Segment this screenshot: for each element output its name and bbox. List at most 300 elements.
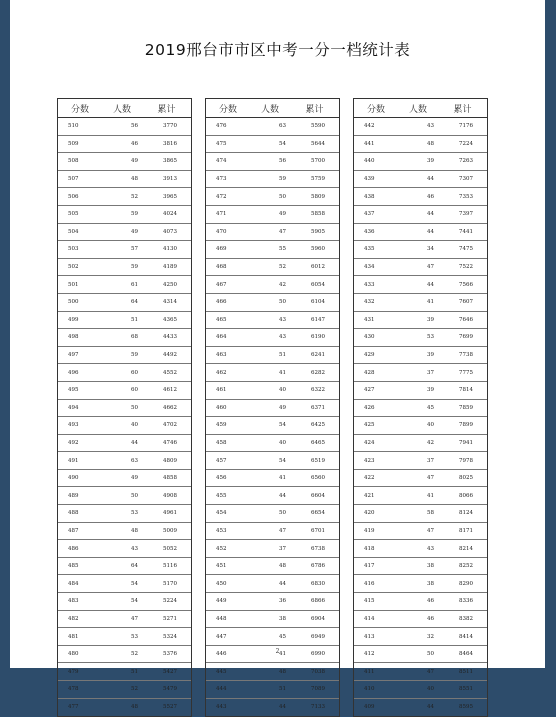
table-row: [58, 153, 191, 171]
score-cell: 483: [68, 598, 79, 605]
table-row: [354, 171, 487, 189]
table-row: [354, 558, 487, 576]
cumulative-cell: 6830: [311, 580, 325, 587]
cumulative-cell: 4809: [163, 457, 177, 464]
cumulative-cell: 5527: [163, 704, 177, 711]
score-cell: 472: [216, 193, 227, 200]
cumulative-cell: 8066: [459, 492, 473, 499]
cumulative-cell: 6786: [311, 563, 325, 570]
count-cell: 47: [427, 475, 434, 482]
cumulative-cell: 4189: [163, 264, 177, 271]
table-row: [354, 153, 487, 171]
count-cell: 38: [279, 615, 286, 622]
score-cell: 496: [68, 369, 79, 376]
count-cell: 44: [279, 704, 286, 711]
count-cell: 51: [131, 668, 138, 675]
score-cell: 468: [216, 264, 227, 271]
table-row: [206, 364, 339, 382]
score-cell: 436: [364, 228, 375, 235]
count-cell: 63: [279, 123, 286, 130]
cumulative-cell: 4492: [163, 352, 177, 359]
cumulative-cell: 6738: [311, 545, 325, 552]
score-cell: 433: [364, 281, 375, 288]
score-cell: 444: [216, 686, 227, 693]
cumulative-cell: 8290: [459, 580, 473, 587]
cumulative-cell: 6519: [311, 457, 325, 464]
table-header: [206, 99, 339, 118]
score-cell: 413: [364, 633, 375, 640]
count-cell: 44: [427, 176, 434, 183]
score-cell: 509: [68, 140, 79, 147]
cumulative-cell: 4858: [163, 475, 177, 482]
cumulative-cell: 6241: [311, 352, 325, 359]
count-cell: 52: [131, 193, 138, 200]
count-cell: 50: [279, 510, 286, 517]
score-cell: 419: [364, 527, 375, 534]
count-cell: 39: [427, 158, 434, 165]
table-row: [354, 259, 487, 277]
cumulative-cell: 6104: [311, 299, 325, 306]
table-row: [206, 681, 339, 699]
count-cell: 46: [427, 615, 434, 622]
table-row: [206, 663, 339, 681]
table-row: [206, 452, 339, 470]
score-cell: 488: [68, 510, 79, 517]
table-row: [206, 505, 339, 523]
count-cell: 44: [427, 281, 434, 288]
score-cell: 484: [68, 580, 79, 587]
count-cell: 51: [131, 316, 138, 323]
cumulative-cell: 7738: [459, 352, 473, 359]
cumulative-cell: 6654: [311, 510, 325, 517]
table-row: [58, 259, 191, 277]
cumulative-cell: 4024: [163, 211, 177, 218]
score-cell: 456: [216, 475, 227, 482]
count-cell: 43: [131, 545, 138, 552]
score-cell: 430: [364, 334, 375, 341]
score-cell: 450: [216, 580, 227, 587]
score-cell: 477: [68, 704, 79, 711]
count-cell: 44: [427, 228, 434, 235]
score-cell: 480: [68, 651, 79, 658]
score-cell: 504: [68, 228, 79, 235]
table-row: [354, 523, 487, 541]
count-cell: 59: [131, 352, 138, 359]
score-cell: 510: [68, 123, 79, 130]
cumulative-cell: 5759: [311, 176, 325, 183]
cumulative-cell: 5644: [311, 140, 325, 147]
cumulative-cell: 6866: [311, 598, 325, 605]
count-cell: 43: [279, 316, 286, 323]
cumulative-cell: 7699: [459, 334, 473, 341]
count-cell: 51: [279, 352, 286, 359]
count-cell: 39: [427, 352, 434, 359]
count-cell: 34: [427, 246, 434, 253]
table-row: [354, 681, 487, 699]
count-cell: 60: [131, 387, 138, 394]
page-number: 2: [275, 648, 280, 655]
score-cell: 422: [364, 475, 375, 482]
table-row: [354, 575, 487, 593]
cumulative-cell: 5809: [311, 193, 325, 200]
count-cell: 48: [279, 563, 286, 570]
table-row: [58, 487, 191, 505]
count-cell: 50: [427, 651, 434, 658]
column-header: 累计: [305, 104, 324, 115]
cumulative-cell: 5324: [163, 633, 177, 640]
cumulative-cell: 8025: [459, 475, 473, 482]
count-cell: 49: [131, 158, 138, 165]
count-cell: 54: [131, 580, 138, 587]
column-header: 累计: [157, 104, 176, 115]
cumulative-cell: 7441: [459, 228, 473, 235]
score-table-1: [57, 98, 192, 717]
table-row: [206, 312, 339, 330]
cumulative-cell: 7646: [459, 316, 473, 323]
cumulative-cell: 6990: [311, 651, 325, 658]
score-cell: 418: [364, 545, 375, 552]
cumulative-cell: 5590: [311, 123, 325, 130]
table-row: [206, 470, 339, 488]
table-row: [206, 188, 339, 206]
cumulative-cell: 6465: [311, 439, 325, 446]
count-cell: 44: [279, 580, 286, 587]
count-cell: 43: [279, 334, 286, 341]
score-cell: 492: [68, 439, 79, 446]
score-cell: 414: [364, 615, 375, 622]
table-row: [206, 593, 339, 611]
table-row: [58, 417, 191, 435]
count-cell: 50: [131, 492, 138, 499]
cumulative-cell: 7522: [459, 264, 473, 271]
cumulative-cell: 7263: [459, 158, 473, 165]
table-row: [354, 628, 487, 646]
count-cell: 41: [279, 369, 286, 376]
table-row: [354, 118, 487, 136]
count-cell: 48: [427, 140, 434, 147]
table-row: [354, 329, 487, 347]
count-cell: 61: [131, 281, 138, 288]
table-row: [206, 540, 339, 558]
score-cell: 462: [216, 369, 227, 376]
table-row: [58, 505, 191, 523]
table-row: [206, 224, 339, 242]
cumulative-cell: 6701: [311, 527, 325, 534]
score-cell: 467: [216, 281, 227, 288]
table-row: [354, 487, 487, 505]
table-row: [58, 276, 191, 294]
table-row: [354, 276, 487, 294]
score-cell: 486: [68, 545, 79, 552]
score-cell: 426: [364, 404, 375, 411]
table-row: [354, 505, 487, 523]
cumulative-cell: 5224: [163, 598, 177, 605]
score-table-2: [205, 98, 340, 717]
score-cell: 434: [364, 264, 375, 271]
count-cell: 41: [279, 651, 286, 658]
score-cell: 489: [68, 492, 79, 499]
cumulative-cell: 4130: [163, 246, 177, 253]
score-cell: 505: [68, 211, 79, 218]
cumulative-cell: 8551: [459, 686, 473, 693]
cumulative-cell: 6147: [311, 316, 325, 323]
count-cell: 64: [131, 563, 138, 570]
table-header: [354, 99, 487, 118]
table-row: [354, 400, 487, 418]
score-cell: 441: [364, 140, 375, 147]
count-cell: 40: [427, 686, 434, 693]
score-cell: 453: [216, 527, 227, 534]
table-row: [58, 188, 191, 206]
count-cell: 43: [427, 545, 434, 552]
table-row: [206, 136, 339, 154]
table-row: [354, 224, 487, 242]
table-row: [206, 276, 339, 294]
cumulative-cell: 7397: [459, 211, 473, 218]
count-cell: 48: [131, 527, 138, 534]
cumulative-cell: 6604: [311, 492, 325, 499]
count-cell: 38: [427, 563, 434, 570]
table-row: [58, 312, 191, 330]
score-cell: 476: [216, 123, 227, 130]
count-cell: 42: [279, 281, 286, 288]
score-cell: 464: [216, 334, 227, 341]
cumulative-cell: 7176: [459, 123, 473, 130]
cumulative-cell: 3816: [163, 140, 177, 147]
cumulative-cell: 4433: [163, 334, 177, 341]
cumulative-cell: 5376: [163, 651, 177, 658]
table-row: [354, 540, 487, 558]
count-cell: 32: [427, 633, 434, 640]
column-header: 累计: [453, 104, 472, 115]
table-row: [58, 540, 191, 558]
table-row: [206, 382, 339, 400]
score-cell: 487: [68, 527, 79, 534]
cumulative-cell: 5116: [163, 563, 177, 570]
cumulative-cell: 7814: [459, 387, 473, 394]
cumulative-cell: 7089: [311, 686, 325, 693]
count-cell: 41: [427, 492, 434, 499]
score-cell: 501: [68, 281, 79, 288]
score-cell: 499: [68, 316, 79, 323]
score-cell: 500: [68, 299, 79, 306]
cumulative-cell: 6282: [311, 369, 325, 376]
table-row: [354, 611, 487, 629]
column-header: 分数: [366, 104, 385, 115]
score-cell: 428: [364, 369, 375, 376]
table-row: [58, 470, 191, 488]
table-row: [354, 382, 487, 400]
cumulative-cell: 6560: [311, 475, 325, 482]
count-cell: 40: [131, 422, 138, 429]
table-row: [206, 575, 339, 593]
cumulative-cell: 4250: [163, 281, 177, 288]
count-cell: 49: [131, 475, 138, 482]
table-row: [354, 241, 487, 259]
table-row: [58, 136, 191, 154]
table-row: [58, 206, 191, 224]
cumulative-cell: 7899: [459, 422, 473, 429]
cumulative-cell: 5271: [163, 615, 177, 622]
score-cell: 439: [364, 176, 375, 183]
count-cell: 36: [279, 598, 286, 605]
table-row: [354, 294, 487, 312]
count-cell: 49: [279, 211, 286, 218]
cumulative-cell: 7859: [459, 404, 473, 411]
score-cell: 502: [68, 264, 79, 271]
column-header: 分数: [70, 104, 89, 115]
score-cell: 474: [216, 158, 227, 165]
table-row: [206, 118, 339, 136]
table-row: [58, 329, 191, 347]
cumulative-cell: 5905: [311, 228, 325, 235]
count-cell: 59: [279, 176, 286, 183]
table-row: [206, 294, 339, 312]
column-header: 人数: [112, 104, 131, 115]
table-row: [58, 523, 191, 541]
cumulative-cell: 3913: [163, 176, 177, 183]
count-cell: 47: [279, 527, 286, 534]
table-row: [206, 435, 339, 453]
score-cell: 420: [364, 510, 375, 517]
cumulative-cell: 7566: [459, 281, 473, 288]
score-cell: 437: [364, 211, 375, 218]
score-cell: 473: [216, 176, 227, 183]
cumulative-cell: 8171: [459, 527, 473, 534]
table-row: [206, 259, 339, 277]
table-row: [58, 171, 191, 189]
cumulative-cell: 7133: [311, 704, 325, 711]
table-row: [58, 294, 191, 312]
score-cell: 442: [364, 123, 375, 130]
score-cell: 485: [68, 563, 79, 570]
cumulative-cell: 7038: [311, 668, 325, 675]
table-row: [58, 575, 191, 593]
cumulative-cell: 5858: [311, 211, 325, 218]
count-cell: 37: [427, 369, 434, 376]
count-cell: 57: [131, 246, 138, 253]
count-cell: 44: [427, 704, 434, 711]
score-cell: 490: [68, 475, 79, 482]
count-cell: 48: [279, 668, 286, 675]
cumulative-cell: 6322: [311, 387, 325, 394]
cumulative-cell: 6371: [311, 404, 325, 411]
score-cell: 498: [68, 334, 79, 341]
cumulative-cell: 8124: [459, 510, 473, 517]
score-cell: 431: [364, 316, 375, 323]
score-cell: 438: [364, 193, 375, 200]
count-cell: 47: [131, 615, 138, 622]
count-cell: 54: [279, 140, 286, 147]
count-cell: 43: [427, 123, 434, 130]
score-cell: 421: [364, 492, 375, 499]
score-cell: 440: [364, 158, 375, 165]
cumulative-cell: 5052: [163, 545, 177, 552]
count-cell: 44: [279, 492, 286, 499]
table-row: [354, 435, 487, 453]
cumulative-cell: 4612: [163, 387, 177, 394]
count-cell: 48: [131, 176, 138, 183]
score-cell: 435: [364, 246, 375, 253]
score-cell: 461: [216, 387, 227, 394]
cumulative-cell: 5170: [163, 580, 177, 587]
table-row: [206, 523, 339, 541]
score-cell: 471: [216, 211, 227, 218]
cumulative-cell: 8252: [459, 563, 473, 570]
table-row: [58, 400, 191, 418]
table-row: [58, 435, 191, 453]
count-cell: 50: [279, 193, 286, 200]
score-cell: 503: [68, 246, 79, 253]
count-cell: 41: [279, 475, 286, 482]
count-cell: 37: [279, 545, 286, 552]
cumulative-cell: 4746: [163, 439, 177, 446]
cumulative-cell: 8511: [459, 668, 473, 675]
cumulative-cell: 5427: [163, 668, 177, 675]
score-cell: 424: [364, 439, 375, 446]
table-row: [206, 487, 339, 505]
score-cell: 423: [364, 457, 375, 464]
score-cell: 411: [364, 668, 375, 675]
table-row: [58, 593, 191, 611]
cumulative-cell: 8336: [459, 598, 473, 605]
cumulative-cell: 4961: [163, 510, 177, 517]
table-row: [206, 699, 339, 717]
count-cell: 50: [279, 299, 286, 306]
count-cell: 52: [131, 651, 138, 658]
score-cell: 475: [216, 140, 227, 147]
count-cell: 42: [427, 439, 434, 446]
score-cell: 429: [364, 352, 375, 359]
score-cell: 497: [68, 352, 79, 359]
table-row: [58, 558, 191, 576]
count-cell: 44: [427, 211, 434, 218]
score-cell: 455: [216, 492, 227, 499]
count-cell: 46: [131, 140, 138, 147]
table-row: [354, 312, 487, 330]
count-cell: 46: [427, 193, 434, 200]
table-row: [354, 699, 487, 717]
count-cell: 45: [427, 404, 434, 411]
table-row: [58, 681, 191, 699]
table-row: [354, 136, 487, 154]
page-title: 2019邢台市市区中考一分一档统计表: [144, 41, 411, 59]
count-cell: 39: [427, 387, 434, 394]
score-cell: 447: [216, 633, 227, 640]
cumulative-cell: 7607: [459, 299, 473, 306]
cumulative-cell: 4073: [163, 228, 177, 235]
score-cell: 494: [68, 404, 79, 411]
table-row: [58, 241, 191, 259]
table-row: [354, 593, 487, 611]
table-row: [206, 153, 339, 171]
count-cell: 48: [131, 704, 138, 711]
cumulative-cell: 7775: [459, 369, 473, 376]
count-cell: 53: [427, 334, 434, 341]
score-cell: 416: [364, 580, 375, 587]
count-cell: 47: [427, 668, 434, 675]
table-row: [354, 417, 487, 435]
score-cell: 506: [68, 193, 79, 200]
table-row: [58, 224, 191, 242]
score-cell: 412: [364, 651, 375, 658]
table-row: [58, 347, 191, 365]
table-row: [206, 628, 339, 646]
score-table-3: [353, 98, 488, 717]
count-cell: 58: [427, 510, 434, 517]
score-cell: 417: [364, 563, 375, 570]
score-cell: 409: [364, 704, 375, 711]
